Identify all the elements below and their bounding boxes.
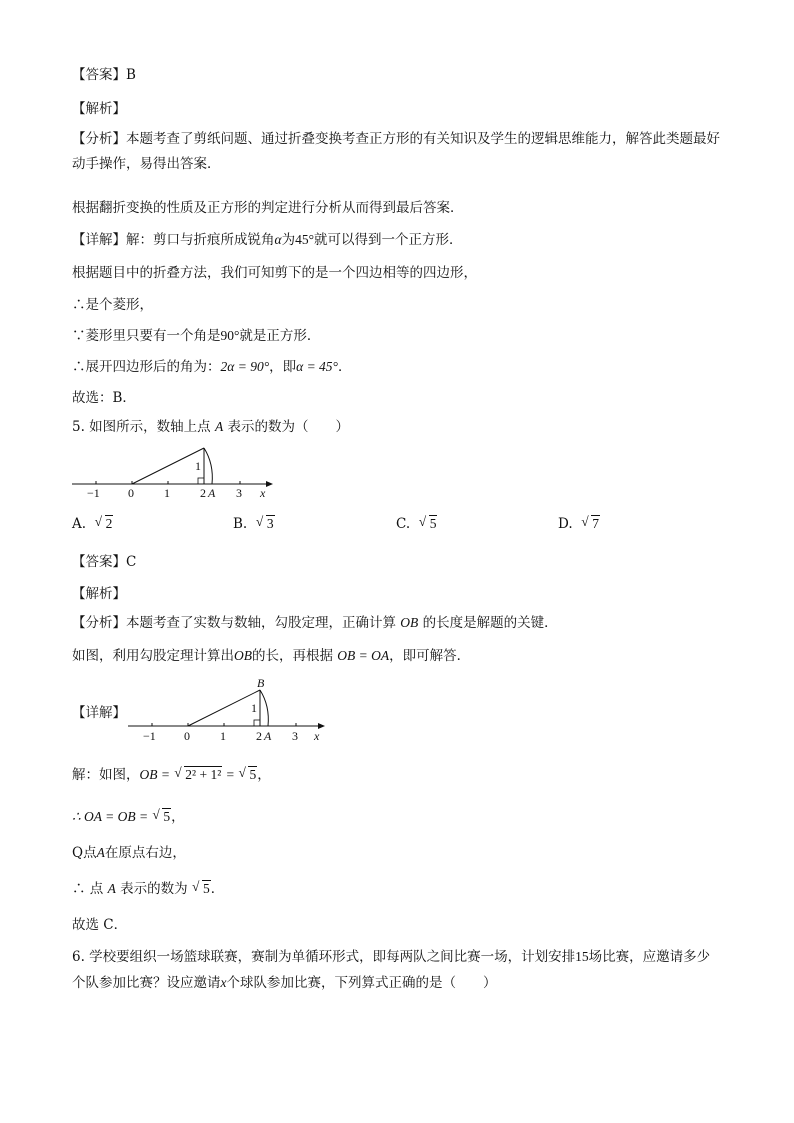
tick-label: 0 xyxy=(128,486,134,500)
analysis-heading: 【解析】 xyxy=(72,101,126,117)
option-d[interactable]: D. √ 7 xyxy=(558,514,599,532)
tick-label: −1 xyxy=(143,729,156,743)
detail-text: 【详解】解：剪口与折痕所成锐角α为45°就可以得到一个正方形． xyxy=(72,232,463,248)
number-line-figure xyxy=(70,440,280,502)
x-axis-label: x xyxy=(260,486,266,500)
x-axis-label: x xyxy=(314,729,320,743)
option-c[interactable]: C. √ 5 xyxy=(396,514,437,532)
q6-stem: 6. 学校要组织一场篮球联赛，赛制为单循环形式，即每两队之间比赛一场，计划安排15场比赛，应邀请多少个队参加比赛？设应邀请x个球队参加比赛，下列算式正确的是（ ） xyxy=(72,949,711,991)
q5-choose: 故选 C． xyxy=(72,917,128,933)
sqrt-symbol: √ 2² + 1² xyxy=(174,765,222,782)
point-a-label: A xyxy=(208,486,216,500)
point-b-label: B xyxy=(257,676,265,690)
fig-one: 1 xyxy=(251,701,257,715)
sqrt-symbol: √ 3 xyxy=(255,514,274,531)
q5-stem: 5. 如图所示，数轴上点 A 表示的数为（ ） xyxy=(72,419,350,435)
tick-label: 1 xyxy=(164,486,170,500)
point-a-label: A xyxy=(264,729,272,743)
tick-label: 2 xyxy=(200,486,206,500)
rhombus-text: ∴是个菱形， xyxy=(72,297,153,313)
q5-point-position: Q点A在原点右边， xyxy=(72,845,186,861)
sqrt-symbol: √ 5 xyxy=(418,514,437,531)
q5-therefore: ∴ OA = OB = √ 5， xyxy=(72,807,185,825)
q5-final: ∴ 点 A 表示的数为 √ 5． xyxy=(72,879,225,897)
analysis-text: 【分析】本题考查了剪纸问题、通过折叠变换考查正方形的有关知识及学生的逻辑思维能力，解答此类题最好动手操作，易得出答案． xyxy=(72,131,720,172)
sqrt-symbol: √ 5 xyxy=(238,765,257,782)
tick-label: 1 xyxy=(220,729,226,743)
answer-label: 【答案】B xyxy=(72,67,136,83)
tick-label: 2 xyxy=(256,729,262,743)
tick-label: 3 xyxy=(292,729,298,743)
tick-label: −1 xyxy=(87,486,100,500)
sqrt-symbol: √ 7 xyxy=(581,514,599,531)
tick-label: 0 xyxy=(184,729,190,743)
q5-analysis-heading: 【解析】 xyxy=(72,586,126,602)
choose-text: 故选：B． xyxy=(72,390,136,406)
fig-one: 1 xyxy=(195,459,201,473)
unfold-text: ∴展开四边形后的角为：2α = 90°，即α = 45°． xyxy=(72,359,352,375)
q5-analysis-text: 【分析】本题考查了实数与数轴，勾股定理，正确计算 OB 的长度是解题的关键． xyxy=(72,615,558,631)
fold-text: 根据题目中的折叠方法，我们可知剪下的是一个四边相等的四边形， xyxy=(72,265,477,281)
q5-solution: 解：如图，OB = √ 2² + 1² = √ 5， xyxy=(72,765,271,783)
option-b[interactable]: B. √ 3 xyxy=(233,514,274,532)
sqrt-symbol: √ 5 xyxy=(191,879,210,896)
sqrt-symbol: √ 5 xyxy=(152,807,171,824)
q5-detail-heading: 【详解】 xyxy=(72,705,126,721)
q5-answer: 【答案】C xyxy=(72,554,137,570)
q5-figure-text: 如图，利用勾股定理计算出OB的长，再根据 OB = OA，即可解答． xyxy=(72,648,471,664)
tick-label: 3 xyxy=(236,486,242,500)
number-line-figure-2 xyxy=(126,674,336,748)
sqrt-symbol: √ 2 xyxy=(94,514,113,531)
option-a[interactable]: A. √ 2 xyxy=(72,514,113,532)
because-text: ∵菱形里只要有一个角是90°就是正方形． xyxy=(72,328,321,344)
basis-text: 根据翻折变换的性质及正方形的判定进行分析从而得到最后答案． xyxy=(72,200,464,216)
